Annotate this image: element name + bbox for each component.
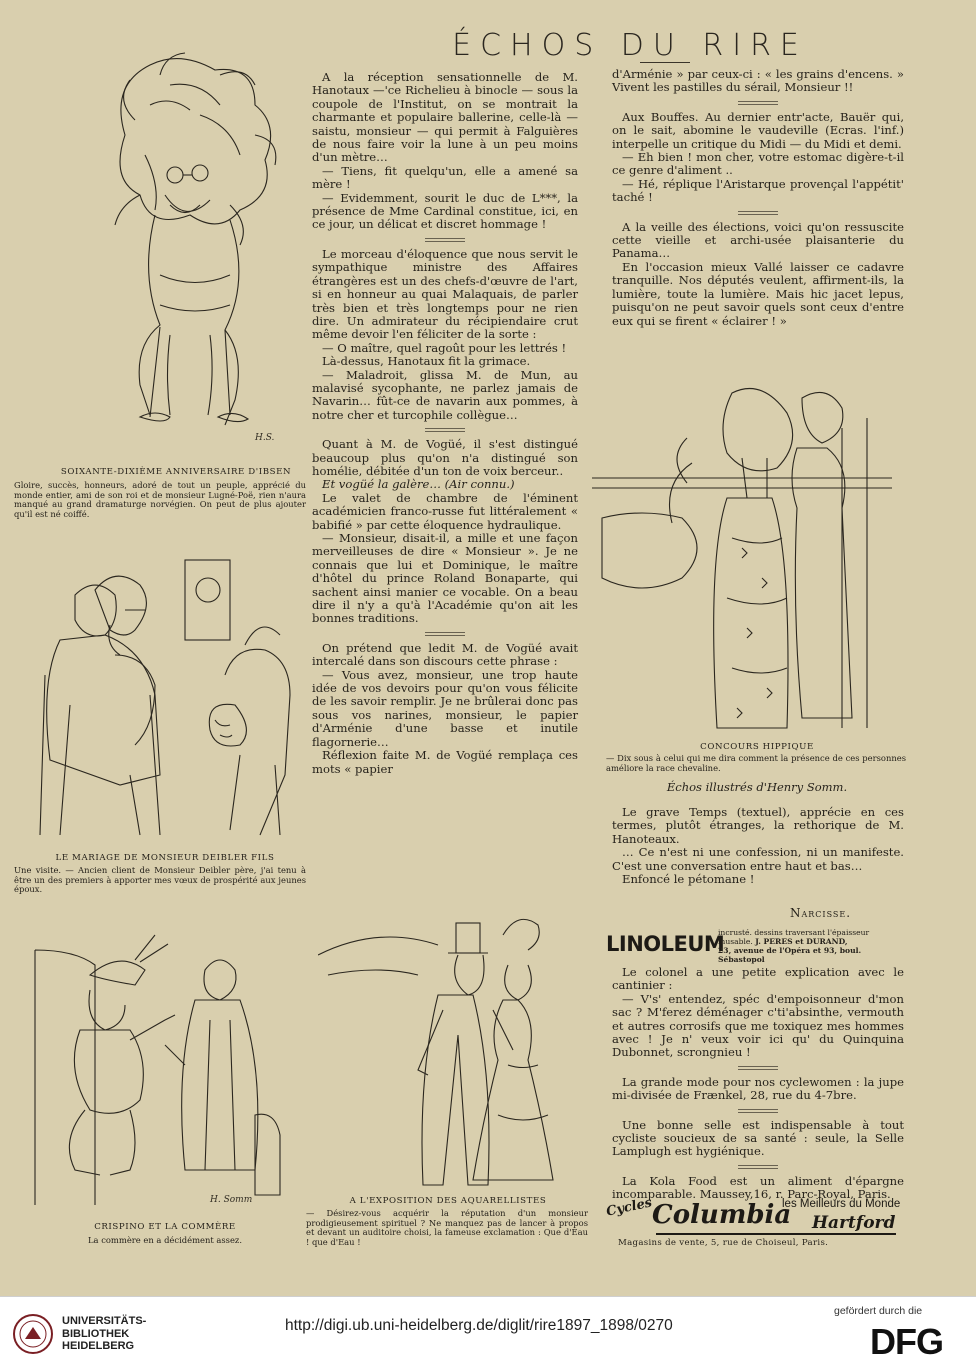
paragraph: — Evidemment, sourit le duc de L***, la présence de Mme Cardinal constitue, ici, en ce jour, un délicat et discret hommage ! [312, 190, 578, 232]
separator [738, 1066, 778, 1070]
ad-columbia-best: les Meilleurs du Monde [782, 1198, 901, 1210]
caption-aquarelle-text: — Désirez-vous acquérir la réputation d'un monsieur prodigieusement spirituel ? Ne manquez pas de lancer à propos et devant un auditoire choisi, la fameuse exclamation : Que d'Eau ! que d'Eau ! [306, 1208, 588, 1247]
paragraph: La Kola Food est un aliment d'épargne incomparable. Maussey,16, r. Parc-Royal, Paris. [612, 1173, 904, 1202]
caption-deibler-title: LE MARIAGE DE MONSIEUR DEIBLER FILS [55, 853, 275, 863]
paragraph: — Hé, réplique l'Aristarque provençal l'appétit' taché ! [612, 176, 904, 205]
library-line1: UNIVERSITÄTS- [62, 1315, 147, 1327]
ad-columbia [606, 1196, 906, 1256]
separator [425, 632, 465, 636]
ad-linoleum-line1: incrusté. dessins traversant l'épaisseur [718, 928, 870, 937]
svg-text:H. Somm: H. Somm [210, 1195, 253, 1205]
paragraph: Quant à M. de Vogüé, il s'est distingué beaucoup plus qu'on n'a distingué son homélie, débitée d'un ton de voix berceur.. [312, 437, 578, 478]
ad-linoleum-brand: LINOLEUM [606, 932, 725, 956]
paragraph: A la réception sensationnelle de M. Hanotaux —'ce Richelieu à binocle — sous la coupole de l'Institut, on se montrait la charmante et populaire ballerine, celle-là — saistu, monsieur — qui permit à Falguières de nous faire voir la lune à un peu moins d'un mètre… [312, 70, 578, 165]
paragraph: Enfoncé le pétomane ! [622, 872, 755, 887]
separator [425, 428, 465, 432]
paragraph: Réflexion faite M. de Vogüé remplaça ces mots « papier [312, 748, 578, 776]
illustration-concours-hippique [592, 378, 910, 738]
ad-columbia-cycles: Cycles [604, 1195, 654, 1220]
column-right-middle [612, 806, 904, 886]
caption-ibsen-text: Gloire, succès, honneurs, adoré de tout un peuple, apprécié du monde entier, ami de son roi et de monsieur Lugné-Poë, rien n'aura manqué au grand dramaturge norvégien. On peut de plus ajouter qu'il est né coiffé. [14, 480, 306, 519]
funded-by-text: gefördert durch die [834, 1305, 923, 1317]
column-middle [312, 71, 578, 776]
caption-deibler-text: Une visite. — Ancien client de Monsieur Deibler père, j'ai tenu à être un des premiers à apporter mes vœux de prospérité aux jeunes époux. [14, 865, 306, 895]
paragraph: — Tiens, fit quelqu'un, elle a amené sa mère ! [312, 163, 578, 192]
ad-columbia-shop: Magasins de vente, 5, rue de Choiseul, Paris. [618, 1238, 829, 1248]
caption-hippique-title: CONCOURS HIPPIQUE [700, 742, 814, 752]
dfg-logo: DFG [870, 1321, 943, 1362]
ad-columbia-brand: Columbia [652, 1200, 792, 1230]
separator [738, 211, 778, 215]
illustration-deibler [20, 555, 305, 845]
ad-linoleum-line2: inusable. [718, 937, 753, 946]
illustration-ibsen [40, 45, 300, 455]
caption-aquarelle-title: A L'EXPOSITION DES AQUARELLISTES [349, 1196, 547, 1206]
paragraph: — V's' entendez, spéc d'empoisonneur d'mon sac ? M'ferez déménager c'ti'absinthe, vermouth et autres corrosifs que me toxiquez mes hommes avec ! Je n' veux voir ici qu' du Quinquina Dubonnet, scrongnieu ! [612, 991, 904, 1060]
paragraph: On prétend que ledit M. de Vogüé avait intercalé dans son discours cette phrase : [312, 640, 578, 669]
column-right-bottom [612, 966, 904, 1202]
paragraph: Le grave Temps (textuel), apprécie en ces termes, plutôt étranges, la rethorique de M. Hanoteaux. [612, 805, 904, 846]
caption-crispino-title: CRISPINO ET LA COMMÈRE [94, 1222, 236, 1232]
column-right-top [612, 68, 904, 328]
separator [425, 238, 465, 242]
ad-linoleum [606, 928, 906, 962]
university-seal-icon [12, 1313, 54, 1355]
illustration-aquarellistes [318, 915, 578, 1197]
permalink-url[interactable]: http://digi.ub.uni-heidelberg.de/diglit/rire1897_1898/0270 [285, 1317, 673, 1334]
paragraph: Le morceau d'éloquence que nous servit le sympathique ministre des Affaires étrangères est un des chefs-d'œuvre de l'art, si en honneur au quai Malaquais, de parler très bien et très longtemps pour ne rien dire. Un admirateur du récipiendaire crut même devoir l'en féliciter de la sorte : [312, 246, 578, 342]
library-name [62, 1315, 146, 1353]
paragraph: Et vogüé la galère… (Air connu.) [322, 477, 515, 492]
caption-crispino-text: La commère en a décidément assez. [87, 1235, 243, 1245]
paragraph: — Eh bien ! mon cher, votre estomac digère-t-il ce genre d'aliment .. [612, 150, 904, 178]
svg-text:H.S.: H.S. [255, 433, 275, 443]
paragraph: Le valet de chambre de l'éminent académicien franco-russe fut littéralement « babifié » par cette éloquence hydraulique. [312, 490, 578, 532]
paragraph: En l'occasion mieux Vallé laisser ce cadavre tranquille. Nos députés veulent, affirment-ils, la lumière, toute la lumière. Mais hic jacet lepus, puisqu'on ne peut savoir quels sont ceux d'entre eux qui se firent « éclairer ! » [612, 259, 904, 328]
ad-columbia-underline [656, 1233, 896, 1235]
paragraph: — O maître, quel ragoût pour les lettrés ! [322, 340, 567, 355]
caption-hippique-text: — Dix sous à celui qui me dira comment la présence de ces personnes améliore la race chevaline. [606, 753, 906, 773]
separator [738, 1109, 778, 1113]
library-line3: HEIDELBERG [62, 1340, 135, 1352]
separator [738, 1165, 778, 1169]
separator [738, 101, 778, 105]
footer-bar [0, 1296, 976, 1370]
ad-linoleum-company: J. PERES et DURAND, [755, 937, 848, 946]
paragraph: — Monsieur, disait-il, a mille et une façon merveilleuses de dire « Monsieur ». Je ne connais que lui et Dominique, le maître d'hôtel du prince Roland Bonaparte, qui sachent ainsi manier ce vocable. On a beau dire il n'y a qu'à l'Académie qu'on ait les bonnes traditions. [312, 531, 578, 626]
paragraph: A la veille des élections, voici qu'on ressuscite cette vieille et archi-usée plaisanterie du Panama… [612, 219, 904, 261]
caption-hippique-sub: Échos illustrés d'Henry Somm. [666, 780, 848, 794]
paragraph: La grande mode pour nos cyclewomen : la jupe mi-divisée de Frænkel, 28, rue du 4-7bre. [612, 1074, 904, 1103]
ad-linoleum-details [718, 928, 908, 964]
paragraph: Aux Bouffes. Au dernier entr'acte, Bauër qui, on le sait, abomine le vaudeville (Ecras. l'inf.) interpelle un critique du Midi — du Midi et demi. [612, 109, 904, 151]
paragraph: d'Arménie » par ceux-ci : « les grains d'encens. » Vivent les pastilles du sérail, Monsieur !! [612, 67, 904, 95]
library-line2: BIBLIOTHEK [62, 1327, 130, 1340]
paragraph: Une bonne selle est indispensable à tout cycliste soucieux de sa santé : seule, la Selle Lamplugh est hygiénique. [612, 1117, 904, 1159]
caption-ibsen-title: SOIXANTE-DIXIÈME ANNIVERSAIRE D'IBSEN [60, 467, 292, 477]
ad-linoleum-address: 23, avenue de l'Opéra et 93, boul. Sébastopol [718, 946, 862, 964]
paragraph: Là-dessus, Hanotaux fit la grimace. [322, 354, 531, 369]
signature: Narcisse. [790, 906, 852, 920]
title-rule [640, 62, 690, 63]
paragraph: — Maladroit, glissa M. de Mun, au malavisé sycophante, ne parlez jamais de Navarin… fût-ce de navarin aux pommes, à notre cher et turcophile collègue… [312, 367, 578, 422]
paragraph: Le colonel a une petite explication avec le cantinier : [612, 965, 904, 993]
paragraph: … Ce n'est ni une confession, ni un manifeste. C'est une conversation entre haut et bas… [612, 845, 904, 873]
illustration-crispino [15, 930, 305, 1220]
paragraph: — Vous avez, monsieur, une trop haute idée de vos devoirs pour qu'on vous félicite de les savoir remplir. Je ne brûlerai donc pas sous vos narines, monsieur, le papier d'Arménie d'une basse et inutile flagornerie… [312, 667, 578, 749]
page-title: ÉCHOS DU RIRE [452, 28, 808, 63]
ad-columbia-hartford: Hartford [812, 1213, 896, 1233]
